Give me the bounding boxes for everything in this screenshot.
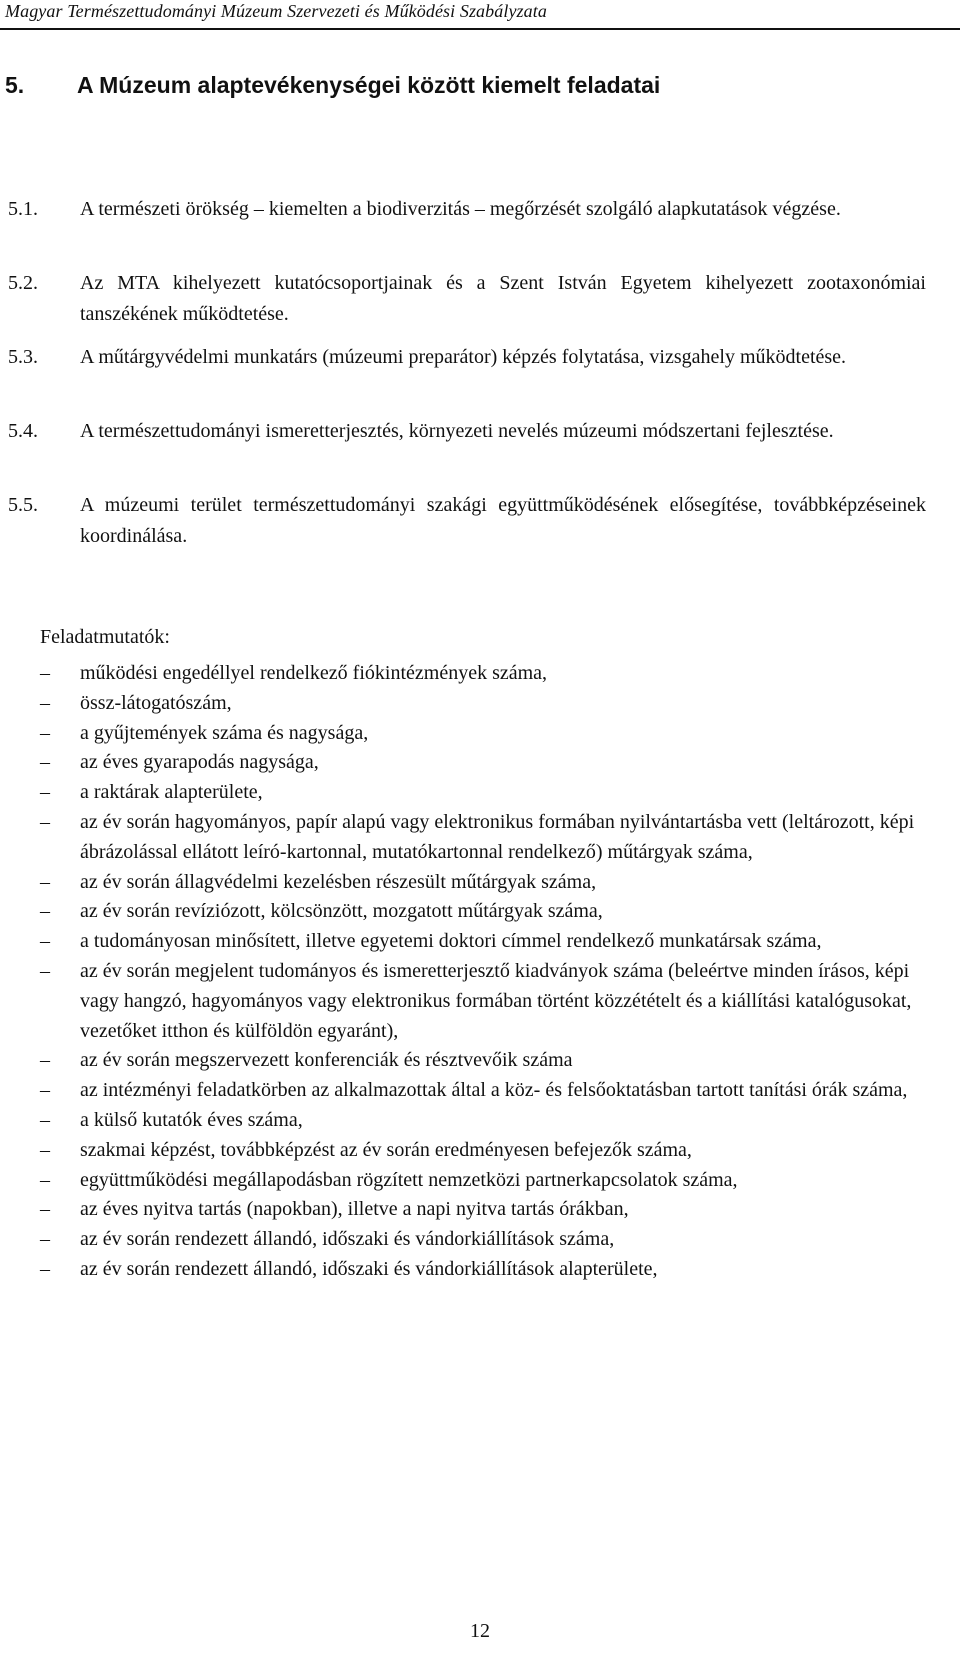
section-5-5 xyxy=(8,490,926,552)
dash-bullet: – xyxy=(40,1049,50,1072)
dash-bullet: – xyxy=(40,721,50,744)
indicator-item xyxy=(40,868,920,898)
indicator-item xyxy=(40,1046,920,1076)
indicator-item xyxy=(40,808,920,868)
indicator-item xyxy=(40,927,920,957)
dash-bullet: – xyxy=(40,900,50,923)
indicator-text: az év során állagvédelmi kezelésben részesült műtárgyak száma, xyxy=(80,870,597,893)
indicator-text: az év során hagyományos, papír alapú vagy elektronikus formában nyilvántartásba vett (leltározott, képi ábrázolással ellátott leíró-kartonnal, mutatókartonnal rendelkező) műtárgyak száma, xyxy=(80,810,915,863)
dash-bullet: – xyxy=(40,1108,50,1131)
indicator-text: az év során megszervezett konferenciák és résztvevőik száma xyxy=(80,1049,573,1072)
dash-bullet: – xyxy=(40,1079,50,1102)
dash-bullet: – xyxy=(40,1257,50,1280)
indicator-item xyxy=(40,1076,920,1106)
dash-bullet: – xyxy=(40,1168,50,1191)
page-number: 12 xyxy=(470,1620,490,1642)
indicator-text: a tudományosan minősített, illetve egyetemi doktori címmel rendelkező munkatársak száma, xyxy=(80,930,822,953)
indicator-text: együttműködési megállapodásban rögzített nemzetközi partnerkapcsolatok száma, xyxy=(80,1168,738,1191)
header-title: Magyar Természettudományi Múzeum Szervezeti és Működési Szabályzata xyxy=(5,1,547,21)
dash-bullet: – xyxy=(40,1198,50,1221)
indicator-item xyxy=(40,719,920,749)
indicator-item xyxy=(40,1195,920,1225)
indicator-item xyxy=(40,1225,920,1255)
indicator-text: az év során megjelent tudományos és ismeretterjesztő kiadványok száma (beleértve minden írásos, képi vagy hangzó, hagyományos vagy elektronikus formában történt közzétételt és a kiállítási katalógusokat, vezetőket itthon és külföldön egyaránt), xyxy=(80,959,912,1042)
indicator-item xyxy=(40,957,920,1046)
section-5-2 xyxy=(8,268,926,330)
section-text: Az MTA kihelyezett kutatócsoportjainak és a Szent István Egyetem kihelyezett zootaxonómiai tanszékének működtetése. xyxy=(80,272,926,325)
indicator-text: az év során rendezett állandó, időszaki és vándorkiállítások száma, xyxy=(80,1228,615,1251)
chapter-title-text: A Múzeum alaptevékenységei között kiemelt feladatai xyxy=(77,72,661,98)
dash-bullet: – xyxy=(40,810,50,833)
indicator-text: működési engedéllyel rendelkező fiókintézmények száma, xyxy=(80,662,548,684)
section-number: 5.1. xyxy=(8,198,38,220)
section-text: A természettudományi ismeretterjesztés, környezeti nevelés múzeumi módszertani fejlesztése. xyxy=(80,420,834,442)
dash-bullet: – xyxy=(40,691,50,714)
dash-bullet: – xyxy=(40,959,50,982)
indicator-item xyxy=(40,1255,920,1285)
dash-bullet: – xyxy=(40,662,50,684)
indicator-item xyxy=(40,1166,920,1196)
chapter-heading xyxy=(5,72,660,99)
section-number: 5.5. xyxy=(8,494,38,516)
page-header xyxy=(0,0,960,30)
indicator-item xyxy=(40,659,920,689)
indicator-item xyxy=(40,897,920,927)
dash-bullet: – xyxy=(40,781,50,804)
indicator-text: a raktárak alapterülete, xyxy=(80,781,263,804)
section-5-3 xyxy=(8,342,926,373)
indicator-item xyxy=(40,1136,920,1166)
indicator-text: a gyűjtemények száma és nagysága, xyxy=(80,721,369,744)
dash-bullet: – xyxy=(40,870,50,893)
indicator-item xyxy=(40,689,920,719)
section-5-1 xyxy=(8,194,926,225)
dash-bullet: – xyxy=(40,930,50,953)
indicator-text: szakmai képzést, továbbképzést az év során eredményesen befejezők száma, xyxy=(80,1138,692,1161)
dash-bullet: – xyxy=(40,751,50,774)
indicator-item xyxy=(40,778,920,808)
indicators-label: Feladatmutatók: xyxy=(40,626,170,648)
section-number: 5.2. xyxy=(8,272,38,294)
section-number: 5.3. xyxy=(8,346,38,368)
indicator-list xyxy=(40,659,920,1285)
indicator-item xyxy=(40,1106,920,1136)
indicator-text: az éves gyarapodás nagysága, xyxy=(80,751,319,774)
indicator-text: az éves nyitva tartás (napokban), illetve a napi nyitva tartás órákban, xyxy=(80,1198,629,1221)
chapter-number: 5. xyxy=(5,72,25,98)
section-text: A múzeumi terület természettudományi szakági együttműködésének elősegítése, továbbképzéseinek koordinálása. xyxy=(80,494,926,547)
dash-bullet: – xyxy=(40,1138,50,1161)
section-5-4 xyxy=(8,416,926,447)
indicator-text: az év során revíziózott, kölcsönzött, mozgatott műtárgyak száma, xyxy=(80,900,603,923)
indicator-text: össz-látogatószám, xyxy=(80,691,232,714)
indicator-text: a külső kutatók éves száma, xyxy=(80,1108,303,1131)
section-number: 5.4. xyxy=(8,420,38,442)
indicator-text: az intézményi feladatkörben az alkalmazottak által a köz- és felsőoktatásban tartott tanítási órák száma, xyxy=(80,1079,908,1102)
section-text: A természeti örökség – kiemelten a biodiverzitás – megőrzését szolgáló alapkutatások végzése. xyxy=(80,198,841,220)
section-text: A műtárgyvédelmi munkatárs (múzeumi preparátor) képzés folytatása, vizsgahely működtetése. xyxy=(80,346,847,368)
indicator-item xyxy=(40,748,920,778)
indicator-text: az év során rendezett állandó, időszaki és vándorkiállítások alapterülete, xyxy=(80,1257,658,1280)
dash-bullet: – xyxy=(40,1228,50,1251)
